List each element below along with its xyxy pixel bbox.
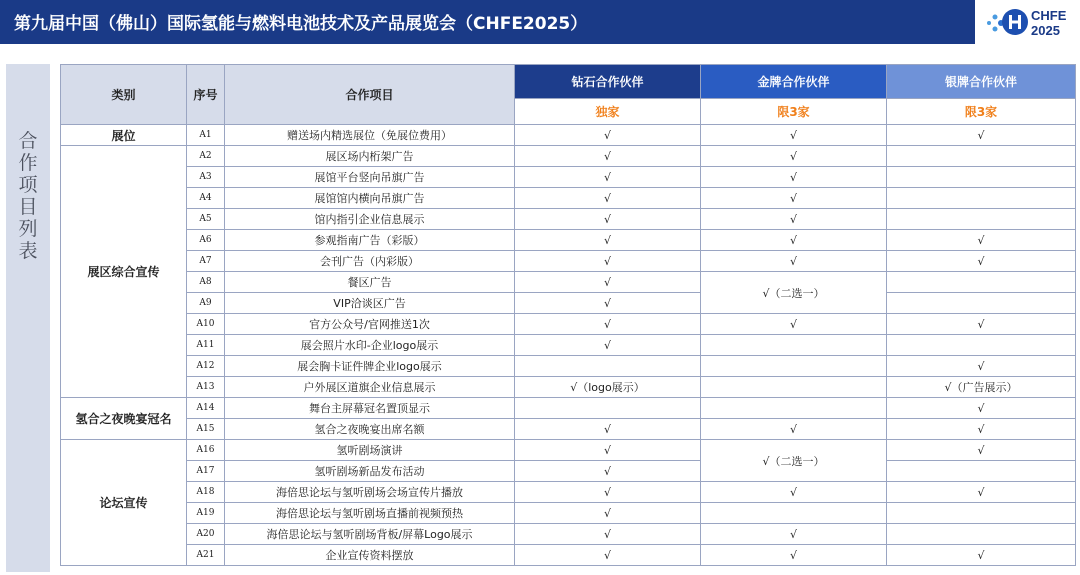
item-cell: 海倍思论坛与氢听剧场直播前视频预热 — [225, 503, 515, 524]
category-cell: 论坛宣传 — [61, 440, 187, 566]
silver-cell: √ — [887, 482, 1076, 503]
silver-cell: √ — [887, 356, 1076, 377]
page-title: 第九届中国（佛山）国际氢能与燃料电池技术及产品展览会（CHFE2025） — [14, 14, 588, 34]
silver-cell — [887, 293, 1076, 314]
svg-text:CHFE: CHFE — [1031, 8, 1067, 23]
seq-cell: A12 — [187, 356, 225, 377]
gold-cell: √（二选一） — [701, 440, 887, 482]
tier-limit-gold: 限3家 — [701, 99, 887, 125]
silver-cell: √ — [887, 251, 1076, 272]
sidebar-char: 项 — [18, 174, 38, 196]
seq-cell: A3 — [187, 167, 225, 188]
category-cell: 氢合之夜晚宴冠名 — [61, 398, 187, 440]
silver-cell: √ — [887, 314, 1076, 335]
diamond-cell: √ — [515, 230, 701, 251]
col-header-item: 合作项目 — [225, 65, 515, 125]
gold-cell: √ — [701, 125, 887, 146]
gold-cell: √ — [701, 230, 887, 251]
tier-limit-silver: 限3家 — [887, 99, 1076, 125]
item-cell: 会刊广告（内彩版） — [225, 251, 515, 272]
seq-cell: A19 — [187, 503, 225, 524]
seq-cell: A2 — [187, 146, 225, 167]
diamond-cell: √ — [515, 209, 701, 230]
diamond-cell: √（logo展示） — [515, 377, 701, 398]
silver-cell: √ — [887, 440, 1076, 461]
table-row — [61, 419, 1076, 440]
seq-cell: A21 — [187, 545, 225, 566]
col-header-seq: 序号 — [187, 65, 225, 125]
category-cell: 展区综合宣传 — [61, 146, 187, 398]
silver-cell — [887, 335, 1076, 356]
table-row — [61, 188, 1076, 209]
diamond-cell: √ — [515, 524, 701, 545]
diamond-cell: √ — [515, 440, 701, 461]
sidebar-label-panel — [6, 64, 50, 572]
seq-cell: A20 — [187, 524, 225, 545]
gold-cell: √ — [701, 545, 887, 566]
sidebar-char: 作 — [18, 152, 38, 174]
table-row — [61, 146, 1076, 167]
item-cell: VIP洽谈区广告 — [225, 293, 515, 314]
seq-cell: A8 — [187, 272, 225, 293]
silver-cell: √ — [887, 419, 1076, 440]
tier-header-gold: 金牌合作伙伴 — [701, 65, 887, 99]
gold-cell: √ — [701, 146, 887, 167]
table-row — [61, 545, 1076, 566]
header — [0, 0, 1080, 44]
tier-header-silver: 银牌合作伙伴 — [887, 65, 1076, 99]
table-row — [61, 167, 1076, 188]
gold-cell: √ — [701, 188, 887, 209]
item-cell: 户外展区道旗企业信息展示 — [225, 377, 515, 398]
item-cell: 展馆馆内横向吊旗广告 — [225, 188, 515, 209]
seq-cell: A18 — [187, 482, 225, 503]
table-row — [61, 335, 1076, 356]
diamond-cell: √ — [515, 335, 701, 356]
diamond-cell: √ — [515, 167, 701, 188]
gold-cell: √ — [701, 524, 887, 545]
item-cell: 展馆平台竖向吊旗广告 — [225, 167, 515, 188]
table-row — [61, 440, 1076, 461]
cooperation-table — [60, 64, 1076, 566]
gold-cell: √ — [701, 167, 887, 188]
gold-cell: √ — [701, 209, 887, 230]
gold-cell — [701, 377, 887, 398]
table-row — [61, 272, 1076, 293]
table-row — [61, 461, 1076, 482]
item-cell: 官方公众号/官网推送1次 — [225, 314, 515, 335]
item-cell: 餐区广告 — [225, 272, 515, 293]
sidebar-title — [6, 130, 50, 262]
item-cell: 企业宣传资料摆放 — [225, 545, 515, 566]
diamond-cell: √ — [515, 146, 701, 167]
gold-cell — [701, 335, 887, 356]
diamond-cell: √ — [515, 251, 701, 272]
silver-cell — [887, 272, 1076, 293]
silver-cell — [887, 146, 1076, 167]
sidebar-char: 目 — [18, 196, 38, 218]
seq-cell: A17 — [187, 461, 225, 482]
gold-cell: √（二选一） — [701, 272, 887, 314]
silver-cell — [887, 167, 1076, 188]
item-cell: 赠送场内精选展位（免展位费用） — [225, 125, 515, 146]
diamond-cell — [515, 356, 701, 377]
category-cell: 展位 — [61, 125, 187, 146]
seq-cell: A6 — [187, 230, 225, 251]
diamond-cell: √ — [515, 503, 701, 524]
diamond-cell: √ — [515, 545, 701, 566]
diamond-cell: √ — [515, 188, 701, 209]
item-cell: 参观指南广告（彩版） — [225, 230, 515, 251]
seq-cell: A5 — [187, 209, 225, 230]
item-cell: 馆内指引企业信息展示 — [225, 209, 515, 230]
seq-cell: A16 — [187, 440, 225, 461]
table-row — [61, 125, 1076, 146]
silver-cell: √ — [887, 230, 1076, 251]
diamond-cell: √ — [515, 272, 701, 293]
table-row — [61, 503, 1076, 524]
item-cell: 展会胸卡证件牌企业logo展示 — [225, 356, 515, 377]
table-row — [61, 524, 1076, 545]
tier-header-diamond: 钻石合作伙伴 — [515, 65, 701, 99]
item-cell: 展区场内桁架广告 — [225, 146, 515, 167]
gold-cell: √ — [701, 314, 887, 335]
item-cell: 展会照片水印-企业logo展示 — [225, 335, 515, 356]
seq-cell: A9 — [187, 293, 225, 314]
tier-limit-diamond: 独家 — [515, 99, 701, 125]
seq-cell: A7 — [187, 251, 225, 272]
gold-cell: √ — [701, 251, 887, 272]
sidebar-char: 合 — [18, 130, 38, 152]
sidebar-char: 表 — [18, 240, 38, 262]
silver-cell: √ — [887, 398, 1076, 419]
seq-cell: A15 — [187, 419, 225, 440]
seq-cell: A11 — [187, 335, 225, 356]
item-cell: 舞台主屏幕冠名置顶显示 — [225, 398, 515, 419]
table-row — [61, 314, 1076, 335]
table-row — [61, 230, 1076, 251]
diamond-cell: √ — [515, 293, 701, 314]
silver-cell: √ — [887, 125, 1076, 146]
diamond-cell: √ — [515, 314, 701, 335]
svg-text:2025: 2025 — [1031, 23, 1060, 38]
silver-cell: √ — [887, 545, 1076, 566]
diamond-cell — [515, 398, 701, 419]
table-row — [61, 377, 1076, 398]
seq-cell: A10 — [187, 314, 225, 335]
gold-cell — [701, 398, 887, 419]
item-cell: 氢合之夜晚宴出席名额 — [225, 419, 515, 440]
table-row — [61, 398, 1076, 419]
seq-cell: A1 — [187, 125, 225, 146]
header-bar — [0, 0, 975, 44]
seq-cell: A4 — [187, 188, 225, 209]
table-row — [61, 356, 1076, 377]
gold-cell: √ — [701, 482, 887, 503]
diamond-cell: √ — [515, 461, 701, 482]
table-row — [61, 482, 1076, 503]
col-header-category: 类别 — [61, 65, 187, 125]
diamond-cell: √ — [515, 419, 701, 440]
sidebar-char: 列 — [18, 218, 38, 240]
gold-cell — [701, 356, 887, 377]
table-row — [61, 209, 1076, 230]
silver-cell: √（广告展示） — [887, 377, 1076, 398]
gold-cell: √ — [701, 419, 887, 440]
diamond-cell: √ — [515, 482, 701, 503]
table-row — [61, 293, 1076, 314]
silver-cell — [887, 188, 1076, 209]
table-row — [61, 251, 1076, 272]
silver-cell — [887, 524, 1076, 545]
item-cell: 海倍思论坛与氢听剧场会场宣传片播放 — [225, 482, 515, 503]
silver-cell — [887, 461, 1076, 482]
seq-cell: A14 — [187, 398, 225, 419]
item-cell: 氢听剧场新品发布活动 — [225, 461, 515, 482]
item-cell: 氢听剧场演讲 — [225, 440, 515, 461]
item-cell: 海倍思论坛与氢听剧场背板/屏幕Logo展示 — [225, 524, 515, 545]
silver-cell — [887, 503, 1076, 524]
diamond-cell: √ — [515, 125, 701, 146]
gold-cell — [701, 503, 887, 524]
seq-cell: A13 — [187, 377, 225, 398]
chfe-logo — [984, 4, 1076, 40]
silver-cell — [887, 209, 1076, 230]
